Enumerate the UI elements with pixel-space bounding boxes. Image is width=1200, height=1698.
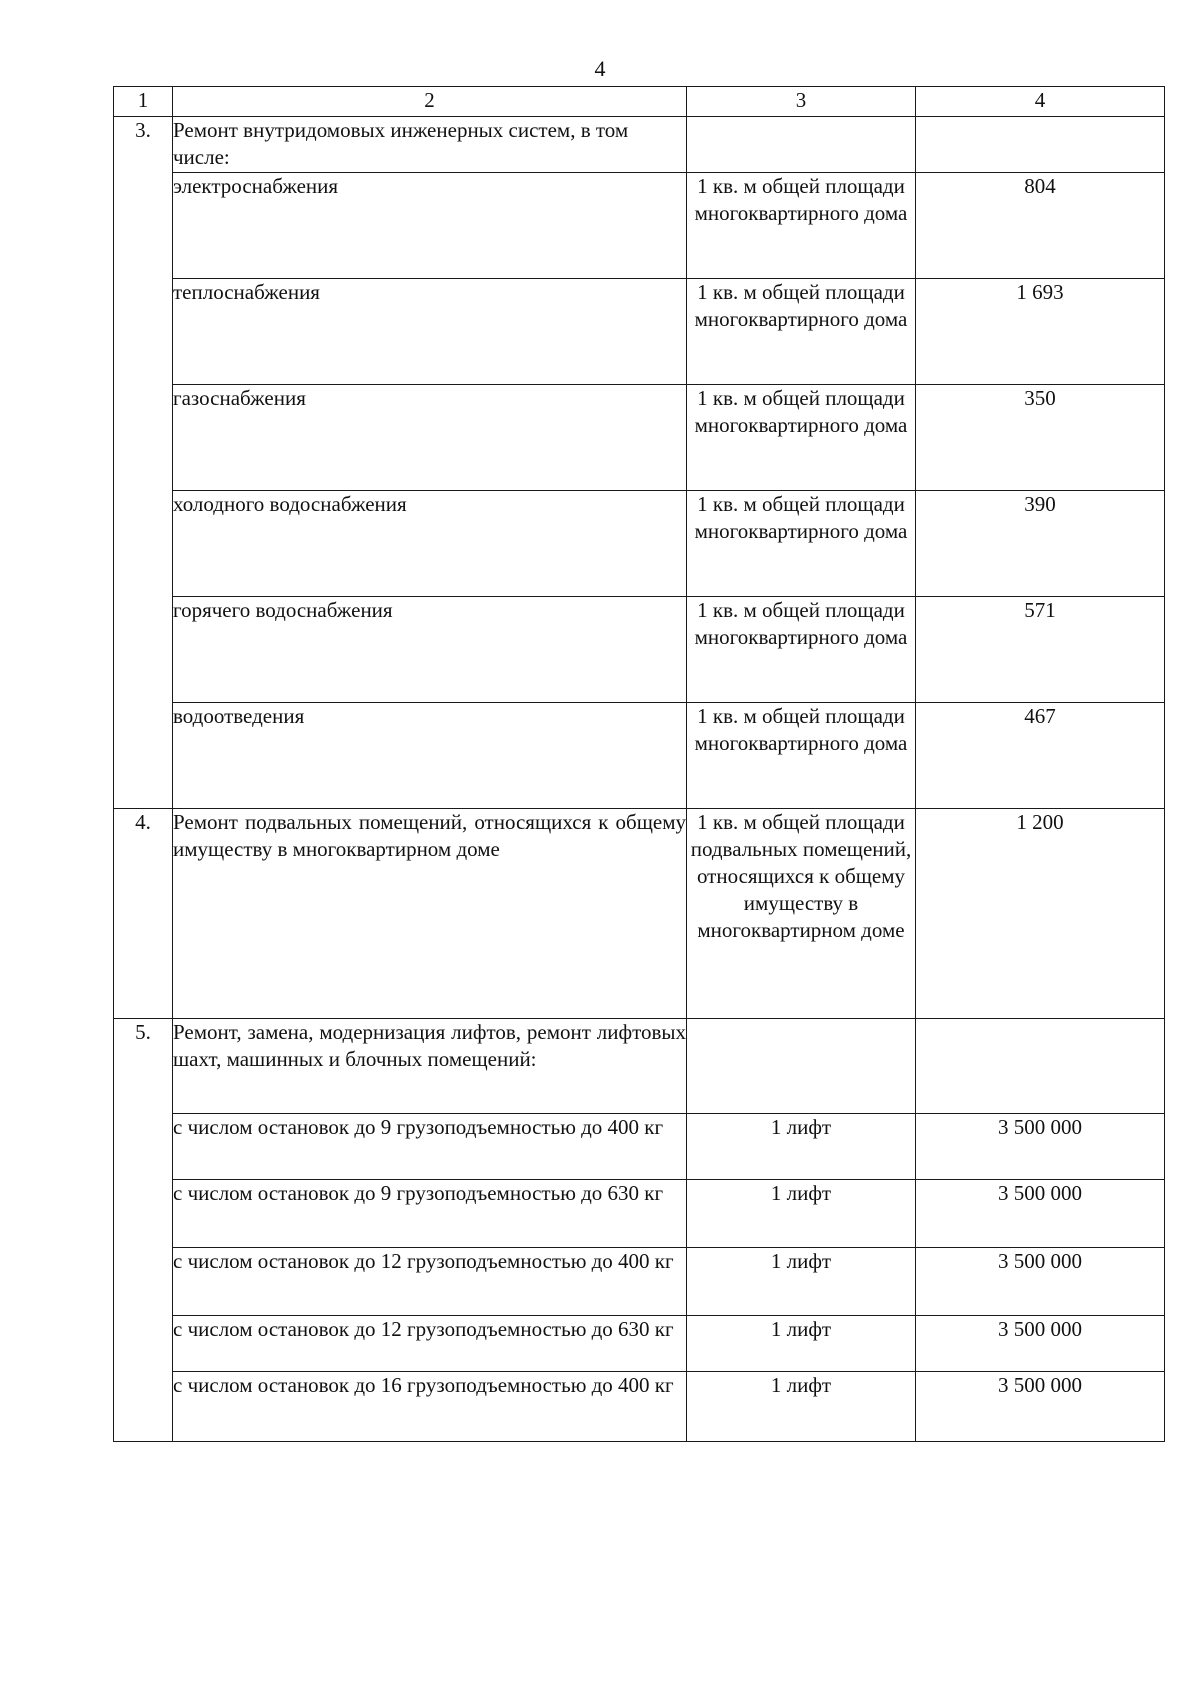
section-value: 1 200 bbox=[916, 809, 1165, 1019]
item-value: 1 693 bbox=[916, 279, 1165, 385]
item-value: 571 bbox=[916, 597, 1165, 703]
section-title: Ремонт, замена, модернизация лифтов, ремонт лифтовых шахт, машинных и блочных помещений: bbox=[173, 1019, 687, 1114]
item-value: 804 bbox=[916, 173, 1165, 279]
table-row bbox=[114, 809, 1165, 1019]
item-value: 390 bbox=[916, 491, 1165, 597]
item-value: 3 500 000 bbox=[916, 1316, 1165, 1372]
table-row bbox=[114, 1316, 1165, 1372]
item-value: 3 500 000 bbox=[916, 1114, 1165, 1180]
item-name: холодного водоснабжения bbox=[173, 491, 687, 597]
item-unit: 1 кв. м общей площади многоквартирного дома bbox=[687, 597, 916, 703]
item-unit: 1 лифт bbox=[687, 1372, 916, 1442]
item-unit: 1 лифт bbox=[687, 1114, 916, 1180]
section-title: Ремонт подвальных помещений, относящихся к общему имуществу в многоквартирном доме bbox=[173, 809, 687, 1019]
table-row bbox=[114, 1248, 1165, 1316]
item-value: 3 500 000 bbox=[916, 1372, 1165, 1442]
table-row bbox=[114, 1019, 1165, 1114]
table-row bbox=[114, 597, 1165, 703]
item-unit: 1 кв. м общей площади многоквартирного дома bbox=[687, 173, 916, 279]
item-name: с числом остановок до 12 грузоподъемностью до 630 кг bbox=[173, 1316, 687, 1372]
table-row bbox=[114, 703, 1165, 809]
item-name: теплоснабжения bbox=[173, 279, 687, 385]
table-row bbox=[114, 279, 1165, 385]
section-value bbox=[916, 117, 1165, 173]
header-col-1: 1 bbox=[114, 87, 173, 117]
section-number: 4. bbox=[114, 809, 173, 1019]
table-row bbox=[114, 117, 1165, 173]
section-number: 3. bbox=[114, 117, 173, 809]
table-row bbox=[114, 491, 1165, 597]
item-name: водоотведения bbox=[173, 703, 687, 809]
item-unit: 1 кв. м общей площади многоквартирного дома bbox=[687, 279, 916, 385]
item-name: горячего водоснабжения bbox=[173, 597, 687, 703]
item-name: с числом остановок до 16 грузоподъемностью до 400 кг bbox=[173, 1372, 687, 1442]
section-unit bbox=[687, 1019, 916, 1114]
item-value: 350 bbox=[916, 385, 1165, 491]
header-col-4: 4 bbox=[916, 87, 1165, 117]
page-number: 4 bbox=[594, 56, 606, 81]
table-row bbox=[114, 173, 1165, 279]
table-header-row bbox=[114, 87, 1165, 117]
item-unit: 1 лифт bbox=[687, 1180, 916, 1248]
section-value bbox=[916, 1019, 1165, 1114]
item-unit: 1 кв. м общей площади многоквартирного дома bbox=[687, 385, 916, 491]
item-name: газоснабжения bbox=[173, 385, 687, 491]
section-unit bbox=[687, 117, 916, 173]
item-unit: 1 кв. м общей площади многоквартирного дома bbox=[687, 491, 916, 597]
table-row bbox=[114, 1180, 1165, 1248]
item-unit: 1 лифт bbox=[687, 1316, 916, 1372]
header-col-3: 3 bbox=[687, 87, 916, 117]
item-unit: 1 кв. м общей площади многоквартирного дома bbox=[687, 703, 916, 809]
section-unit: 1 кв. м общей площади подвальных помещений, относящихся к общему имуществу в многоквартирном доме bbox=[687, 809, 916, 1019]
section-number: 5. bbox=[114, 1019, 173, 1442]
item-name: с числом остановок до 9 грузоподъемностью до 630 кг bbox=[173, 1180, 687, 1248]
item-name: с числом остановок до 12 грузоподъемностью до 400 кг bbox=[173, 1248, 687, 1316]
item-name: электроснабжения bbox=[173, 173, 687, 279]
item-value: 3 500 000 bbox=[916, 1248, 1165, 1316]
item-value: 3 500 000 bbox=[916, 1180, 1165, 1248]
item-unit: 1 лифт bbox=[687, 1248, 916, 1316]
table-row bbox=[114, 1114, 1165, 1180]
item-name: с числом остановок до 9 грузоподъемностью до 400 кг bbox=[173, 1114, 687, 1180]
table-row bbox=[114, 1372, 1165, 1442]
tariff-table bbox=[113, 86, 1165, 1442]
item-value: 467 bbox=[916, 703, 1165, 809]
table-row bbox=[114, 385, 1165, 491]
header-col-2: 2 bbox=[173, 87, 687, 117]
section-title: Ремонт внутридомовых инженерных систем, в том числе: bbox=[173, 117, 687, 173]
